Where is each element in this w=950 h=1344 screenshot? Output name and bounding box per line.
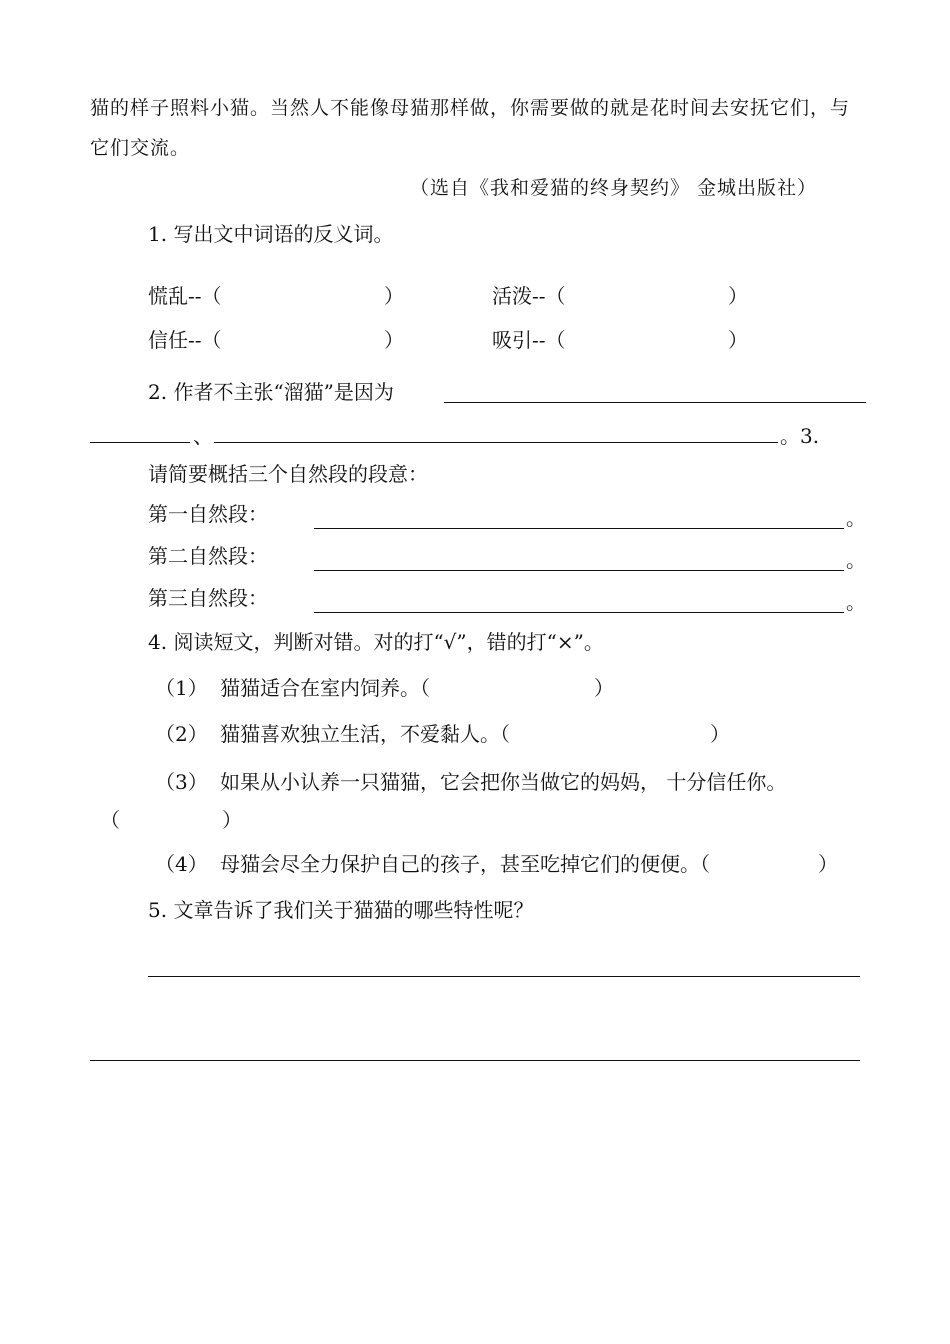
- q2-tail: 。3.: [780, 424, 820, 448]
- judge-item-2-num: （2）: [155, 722, 208, 746]
- passage-line-2: 它们交流。: [90, 137, 191, 159]
- passage-source: （选自《我和爱猫的终身契约》 金城出版社）: [410, 177, 818, 199]
- judge-item-3-open: （: [100, 808, 120, 832]
- answer-line-q2-c: [214, 442, 778, 443]
- paragraph-1-label: 第一自然段：: [148, 502, 268, 526]
- answer-line-q2-a: [444, 402, 866, 403]
- judge-item-3-num: （3）: [155, 770, 208, 794]
- judge-item-1-text: 猫猫适合在室内饲养。（: [220, 676, 430, 700]
- judge-item-1-num: （1）: [155, 676, 208, 700]
- antonym-word-1: 慌乱--（: [148, 284, 222, 308]
- judge-item-2-close: ）: [710, 722, 730, 746]
- answer-line-q5-b: [90, 1060, 860, 1061]
- antonym-word-3: 信任--（: [148, 328, 222, 352]
- answer-line-paragraph-1: [314, 528, 844, 529]
- q2-separator: 、: [193, 424, 213, 448]
- paragraph-1-end: 。: [846, 506, 866, 530]
- judge-item-1-close: ）: [594, 676, 614, 700]
- antonym-close-3: ）: [384, 328, 404, 352]
- judge-item-2-text: 猫猫喜欢独立生活，不爱黏人。（: [220, 722, 510, 746]
- antonym-close-1: ）: [384, 284, 404, 308]
- question-4-title: 4. 阅读短文，判断对错。对的打“√”，错的打“×”。: [148, 630, 604, 654]
- passage-line-1: 猫的样子照料小猫。当然人不能像母猫那样做，你需要做的就是花时间去安抚它们，与: [90, 97, 851, 119]
- antonym-word-2: 活泼--（: [492, 284, 566, 308]
- judge-item-4-num: （4）: [155, 852, 208, 876]
- paragraph-3-end: 。: [846, 590, 866, 614]
- judge-item-4-close: ）: [818, 852, 838, 876]
- paragraph-2-end: 。: [846, 548, 866, 572]
- answer-line-q2-b: [90, 442, 190, 443]
- paragraph-3-label: 第三自然段：: [148, 586, 268, 610]
- judge-item-3-text: 如果从小认养一只猫猫，它会把你当做它的妈妈， 十分信任你。: [220, 770, 787, 794]
- question-3-title: 请简要概括三个自然段的段意：: [148, 462, 428, 486]
- question-1-title: 1. 写出文中词语的反义词。: [148, 222, 394, 246]
- answer-line-paragraph-3: [314, 612, 844, 613]
- antonym-close-2: ）: [728, 284, 748, 308]
- question-5-title: 5. 文章告诉了我们关于猫猫的哪些特性呢？: [148, 898, 534, 922]
- judge-item-4-text: 母猫会尽全力保护自己的孩子，甚至吃掉它们的便便。（: [220, 852, 710, 876]
- answer-line-q5-a: [148, 976, 860, 977]
- paragraph-2-label: 第二自然段：: [148, 544, 268, 568]
- antonym-word-4: 吸引--（: [492, 328, 566, 352]
- antonym-close-4: ）: [728, 328, 748, 352]
- judge-item-3-close: ）: [222, 808, 242, 832]
- answer-line-paragraph-2: [314, 570, 844, 571]
- question-2-title: 2. 作者不主张“溜猫”是因为: [148, 380, 394, 404]
